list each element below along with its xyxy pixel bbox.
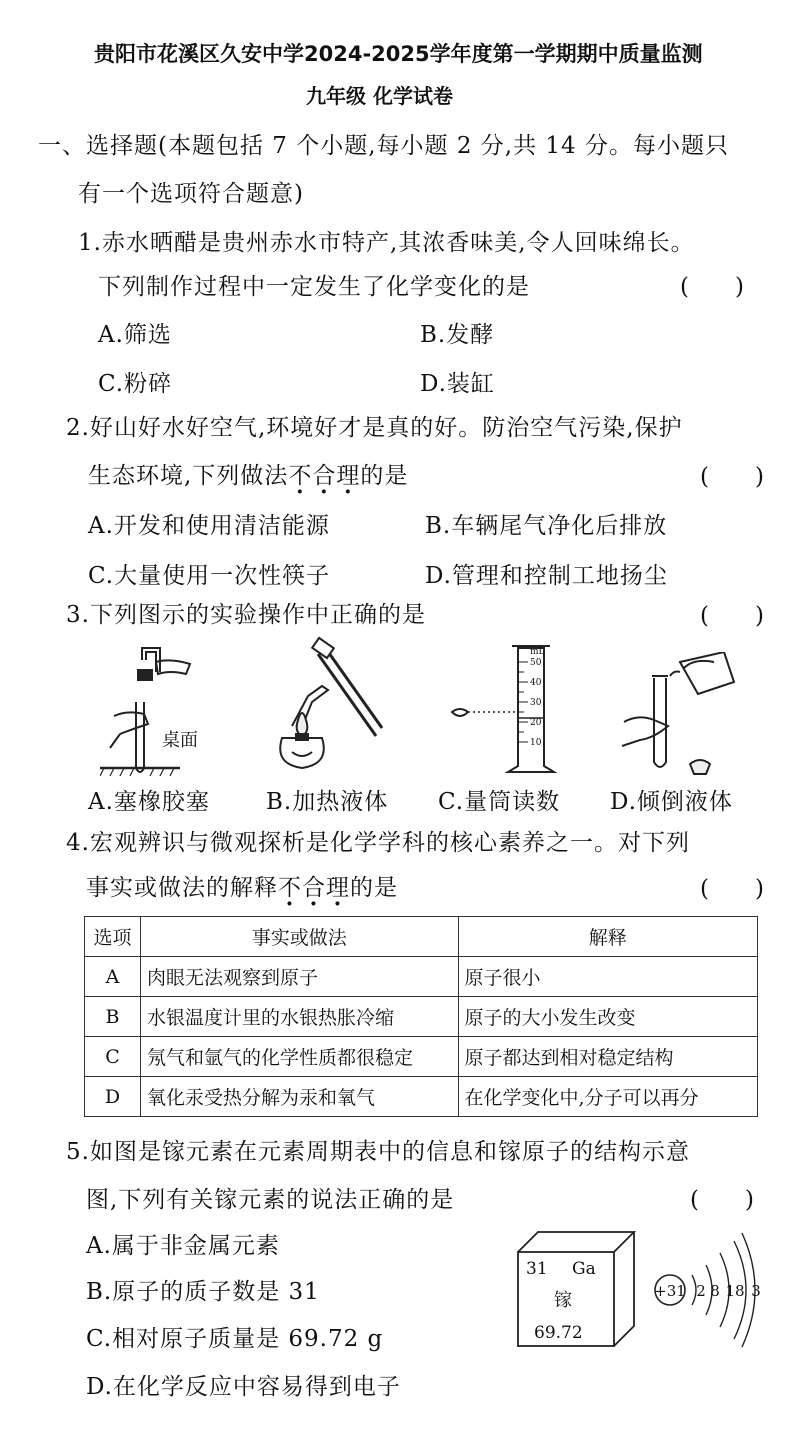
exam-subtitle: 九年级 化学试卷 bbox=[306, 84, 453, 108]
gallium-atom-structure-diagram bbox=[652, 1225, 766, 1351]
nucleus-charge: +31 bbox=[654, 1282, 686, 1300]
q2-stem-line2 bbox=[88, 457, 408, 490]
q5-option-b[interactable]: B.原子的质子数是 31 bbox=[86, 1279, 320, 1305]
q4-stem-pre: 事实或做法的解释 bbox=[86, 875, 278, 901]
q3-figure-a-label: 桌面 bbox=[162, 730, 198, 751]
shell-electron-count: 2 bbox=[696, 1282, 706, 1300]
q1-option-b[interactable]: B.发酵 bbox=[420, 322, 495, 348]
q1-option-d[interactable]: D.装缸 bbox=[420, 371, 495, 397]
element-atomic-mass: 69.72 bbox=[534, 1323, 583, 1343]
q3-stem: 3.下列图示的实验操作中正确的是 bbox=[66, 602, 426, 628]
table-cell-explanation: 在化学变化中,分子可以再分 bbox=[458, 1077, 757, 1117]
q3-caption-a[interactable]: A.塞橡胶塞 bbox=[88, 789, 210, 815]
q3-figure-c-unit: mL bbox=[530, 647, 545, 657]
q2-emphasis-char: 不 bbox=[288, 463, 313, 489]
element-symbol: Ga bbox=[572, 1259, 596, 1279]
table-cell-fact: 氧化汞受热分解为汞和氧气 bbox=[140, 1077, 458, 1117]
table-cell-fact: 水银温度计里的水银热胀冷缩 bbox=[140, 997, 458, 1037]
q2-stem-line1: 2.好山好水好空气,环境好才是真的好。防治空气污染,保护 bbox=[66, 415, 683, 441]
q2-emphasis-char: 理 bbox=[336, 463, 361, 489]
q3-caption-b[interactable]: B.加热液体 bbox=[266, 789, 389, 815]
q4-stem-post: 的是 bbox=[350, 875, 398, 901]
q5-stem-line2: 图,下列有关镓元素的说法正确的是 bbox=[86, 1187, 455, 1213]
q5-option-c[interactable]: C.相对原子质量是 69.72 g bbox=[86, 1326, 384, 1352]
q3-figure-c-tick: 30 bbox=[530, 698, 542, 708]
q1-stem-line1: 1.赤水晒醋是贵州赤水市特产,其浓香味美,令人回味绵长。 bbox=[78, 230, 695, 256]
q2-option-a[interactable]: A.开发和使用清洁能源 bbox=[88, 513, 330, 539]
table-cell-option: C bbox=[85, 1037, 141, 1077]
table-row[interactable] bbox=[85, 957, 758, 997]
element-name: 镓 bbox=[554, 1290, 572, 1311]
q2-stem-post: 的是 bbox=[360, 463, 409, 489]
q4-emphasis-char: 理 bbox=[326, 875, 350, 901]
element-atomic-number: 31 bbox=[526, 1259, 548, 1279]
q2-option-b[interactable]: B.车辆尾气净化后排放 bbox=[425, 513, 668, 539]
table-row[interactable] bbox=[85, 1037, 758, 1077]
q1-answer-bracket[interactable]: ( ) bbox=[680, 274, 744, 300]
q2-emphasis-char: 合 bbox=[312, 463, 337, 489]
q4-stem-line1: 4.宏观辨识与微观探析是化学学科的核心素养之一。对下列 bbox=[66, 830, 690, 856]
q4-answer-bracket[interactable]: ( ) bbox=[700, 876, 764, 902]
table-header-row bbox=[85, 917, 758, 957]
table-cell-explanation: 原子都达到相对稳定结构 bbox=[458, 1037, 757, 1077]
table-header: 事实或做法 bbox=[140, 917, 458, 957]
q4-options-table bbox=[84, 916, 758, 1117]
section-heading-line2: 有一个选项符合题意) bbox=[78, 181, 304, 207]
q1-stem-line2: 下列制作过程中一定发生了化学变化的是 bbox=[98, 274, 530, 300]
q5-option-d[interactable]: D.在化学反应中容易得到电子 bbox=[86, 1374, 401, 1400]
q3-answer-bracket[interactable]: ( ) bbox=[700, 603, 764, 629]
q2-stem-pre: 生态环境,下列做法 bbox=[88, 463, 289, 489]
q3-caption-c[interactable]: C.量筒读数 bbox=[438, 789, 561, 815]
q3-figure-b-heating bbox=[262, 636, 402, 781]
gallium-element-card bbox=[516, 1230, 636, 1348]
table-cell-option: B bbox=[85, 997, 141, 1037]
table-cell-explanation: 原子很小 bbox=[458, 957, 757, 997]
table-row[interactable] bbox=[85, 997, 758, 1037]
section-heading-line1: 一、选择题(本题包括 7 个小题,每小题 2 分,共 14 分。每小题只 bbox=[38, 133, 729, 159]
q3-figure-c-cylinder bbox=[446, 640, 576, 780]
table-cell-explanation: 原子的大小发生改变 bbox=[458, 997, 757, 1037]
q5-option-a[interactable]: A.属于非金属元素 bbox=[86, 1233, 280, 1259]
q2-option-d[interactable]: D.管理和控制工地扬尘 bbox=[425, 563, 668, 589]
table-cell-option: A bbox=[85, 957, 141, 997]
q3-figure-c-tick: 40 bbox=[530, 678, 542, 688]
exam-title: 贵阳市花溪区久安中学2024-2025学年度第一学期期中质量监测 bbox=[94, 42, 703, 66]
q3-figure-c-tick: 50 bbox=[530, 658, 542, 668]
table-header: 解释 bbox=[458, 917, 757, 957]
q2-answer-bracket[interactable]: ( ) bbox=[700, 464, 764, 490]
q1-option-c[interactable]: C.粉碎 bbox=[98, 371, 173, 397]
table-cell-fact: 肉眼无法观察到原子 bbox=[140, 957, 458, 997]
table-header: 选项 bbox=[85, 917, 141, 957]
q4-emphasis-char: 合 bbox=[302, 875, 326, 901]
q3-figure-c-tick: 10 bbox=[530, 738, 542, 748]
q4-emphasis-char: 不 bbox=[278, 875, 302, 901]
shell-electron-count: 3 bbox=[751, 1282, 761, 1300]
q2-option-c[interactable]: C.大量使用一次性筷子 bbox=[88, 563, 331, 589]
table-row[interactable] bbox=[85, 1077, 758, 1117]
table-cell-option: D bbox=[85, 1077, 141, 1117]
q1-option-a[interactable]: A.筛选 bbox=[98, 322, 172, 348]
q3-figure-d-pouring bbox=[614, 652, 744, 782]
q5-stem-line1: 5.如图是镓元素在元素周期表中的信息和镓原子的结构示意 bbox=[66, 1139, 690, 1165]
table-cell-fact: 氖气和氩气的化学性质都很稳定 bbox=[140, 1037, 458, 1077]
q5-answer-bracket[interactable]: ( ) bbox=[690, 1187, 754, 1213]
shell-electron-count: 8 bbox=[710, 1282, 720, 1300]
q3-caption-d[interactable]: D.倾倒液体 bbox=[610, 789, 733, 815]
q3-figure-c-tick: 20 bbox=[530, 718, 542, 728]
q4-stem-line2 bbox=[86, 869, 398, 902]
q3-figure-a-stopper bbox=[100, 640, 220, 780]
shell-electron-count: 18 bbox=[725, 1282, 745, 1300]
